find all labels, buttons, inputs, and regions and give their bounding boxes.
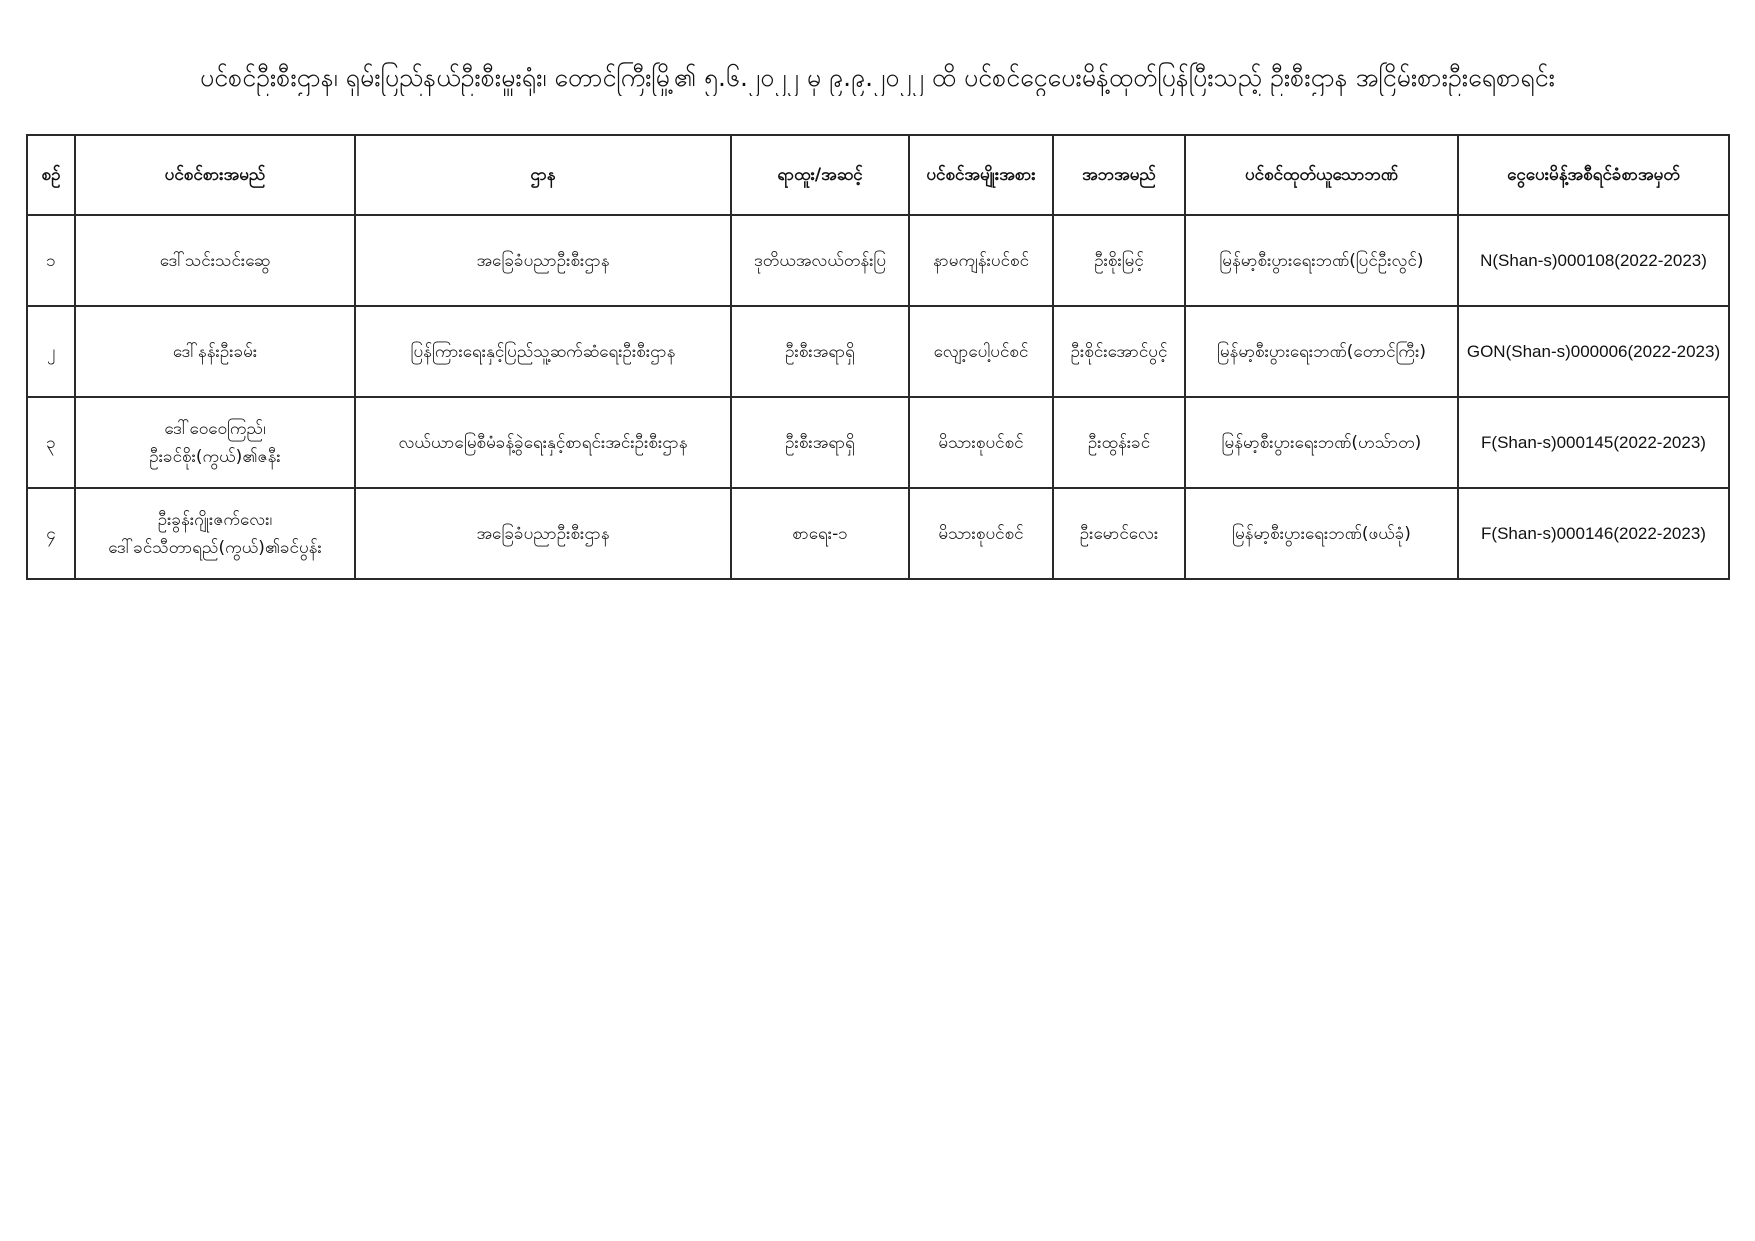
- name-line: ဒေါ်နန်းဦးခမ်း: [172, 341, 258, 362]
- cell-rank: ဦးစီးအရာရှိ: [731, 306, 909, 397]
- col-header-rank: ရာထူး/အဆင့်: [731, 135, 909, 215]
- col-header-pensioner-name: ပင်စင်စားအမည်: [75, 135, 355, 215]
- cell-department: ပြန်ကြားရေးနှင့်ပြည်သူ့ဆက်ဆံရေးဦးစီးဌာန: [355, 306, 731, 397]
- cell-number: ၃: [27, 397, 75, 488]
- cell-pension-type: မိသားစုပင်စင်: [909, 397, 1053, 488]
- col-header-bank: ပင်စင်ထုတ်ယူသောဘဏ်: [1185, 135, 1458, 215]
- table-row: [27, 488, 1729, 579]
- cell-department: အခြေခံပညာဦးစီးဌာန: [355, 488, 731, 579]
- name-line: ဦးခွန်းဂျိုးဇက်လေး၊: [157, 509, 273, 530]
- name-line: ဒေါ်ဝေဝေကြည်၊: [164, 418, 266, 439]
- col-header-number: စဉ်: [27, 135, 75, 215]
- name-line: ဒေါ်သင်းသင်းဆွေ: [159, 250, 271, 271]
- col-header-father-name: အဘအမည်: [1053, 135, 1185, 215]
- cell-bank: မြန်မာ့စီးပွားရေးဘဏ်(ဟသ်ာတ): [1185, 397, 1458, 488]
- page-title: ပင်စင်ဦးစီးဌာန၊ ရှမ်းပြည်နယ်ဦးစီးမှူးရုံး၊ တောင်ကြီးမြို့၏ ၅.၆.၂၀၂၂ မှ ၉.၉.၂၀၂၂ ထိ ပင်စင်ငွေပေးမိန့်ထုတ်ပြန်ပြီးသည့် ဦးစီးဌာန အငြိမ်းစားဦးရေစာရင်း: [200, 63, 1555, 92]
- cell-payment-order-no: F(Shan-s)000146(2022-2023): [1458, 488, 1729, 579]
- cell-number: ၁: [27, 215, 75, 306]
- cell-pension-type: လျော့ပေါ့ပင်စင်: [909, 306, 1053, 397]
- cell-father-name: ဦးစိုးမြင့်: [1053, 215, 1185, 306]
- table-row: [27, 215, 1729, 306]
- cell-bank: မြန်မာ့စီးပွားရေးဘဏ်(တောင်ကြီး): [1185, 306, 1458, 397]
- table-row: [27, 306, 1729, 397]
- cell-payment-order-no: GON(Shan-s)000006(2022-2023): [1458, 306, 1729, 397]
- name-relation-line: ဒေါ်ခင်သီတာရည်(ကွယ်)၏ခင်ပွန်း: [108, 537, 322, 558]
- cell-father-name: ဦးမောင်လေး: [1053, 488, 1185, 579]
- cell-number: ၄: [27, 488, 75, 579]
- cell-department: လယ်ယာမြေစီမံခန့်ခွဲရေးနှင့်စာရင်းအင်းဦးစီးဌာန: [355, 397, 731, 488]
- cell-payment-order-no: F(Shan-s)000145(2022-2023): [1458, 397, 1729, 488]
- cell-bank: မြန်မာ့စီးပွားရေးဘဏ်(ဖယ်ခုံ): [1185, 488, 1458, 579]
- cell-number: ၂: [27, 306, 75, 397]
- cell-father-name: ဦးစိုင်းအောင်ပွင့်: [1053, 306, 1185, 397]
- name-relation-line: ဦးခင်စိုး(ကွယ်)၏ဇနီး: [149, 446, 281, 467]
- cell-rank: စာရေး-၁: [731, 488, 909, 579]
- cell-pensioner-name: [75, 215, 355, 306]
- cell-rank: ဦးစီးအရာရှိ: [731, 397, 909, 488]
- cell-pensioner-name: [75, 306, 355, 397]
- cell-pensioner-name: [75, 488, 355, 579]
- pensioner-table: [26, 134, 1730, 580]
- cell-father-name: ဦးထွန်းခင်: [1053, 397, 1185, 488]
- col-header-pension-type: ပင်စင်အမျိုးအစား: [909, 135, 1053, 215]
- cell-bank: မြန်မာ့စီးပွားရေးဘဏ်(ပြင်ဦးလွင်): [1185, 215, 1458, 306]
- cell-pension-type: နာမကျန်းပင်စင်: [909, 215, 1053, 306]
- col-header-payment-order-no: ငွေပေးမိန့်အစီရင်ခံစာအမှတ်: [1458, 135, 1729, 215]
- cell-department: အခြေခံပညာဦးစီးဌာန: [355, 215, 731, 306]
- cell-pensioner-name: [75, 397, 355, 488]
- table-row: [27, 397, 1729, 488]
- cell-payment-order-no: N(Shan-s)000108(2022-2023): [1458, 215, 1729, 306]
- table-header-row: [27, 135, 1729, 215]
- cell-pension-type: မိသားစုပင်စင်: [909, 488, 1053, 579]
- cell-rank: ဒုတိယအလယ်တန်းပြ: [731, 215, 909, 306]
- col-header-department: ဌာန: [355, 135, 731, 215]
